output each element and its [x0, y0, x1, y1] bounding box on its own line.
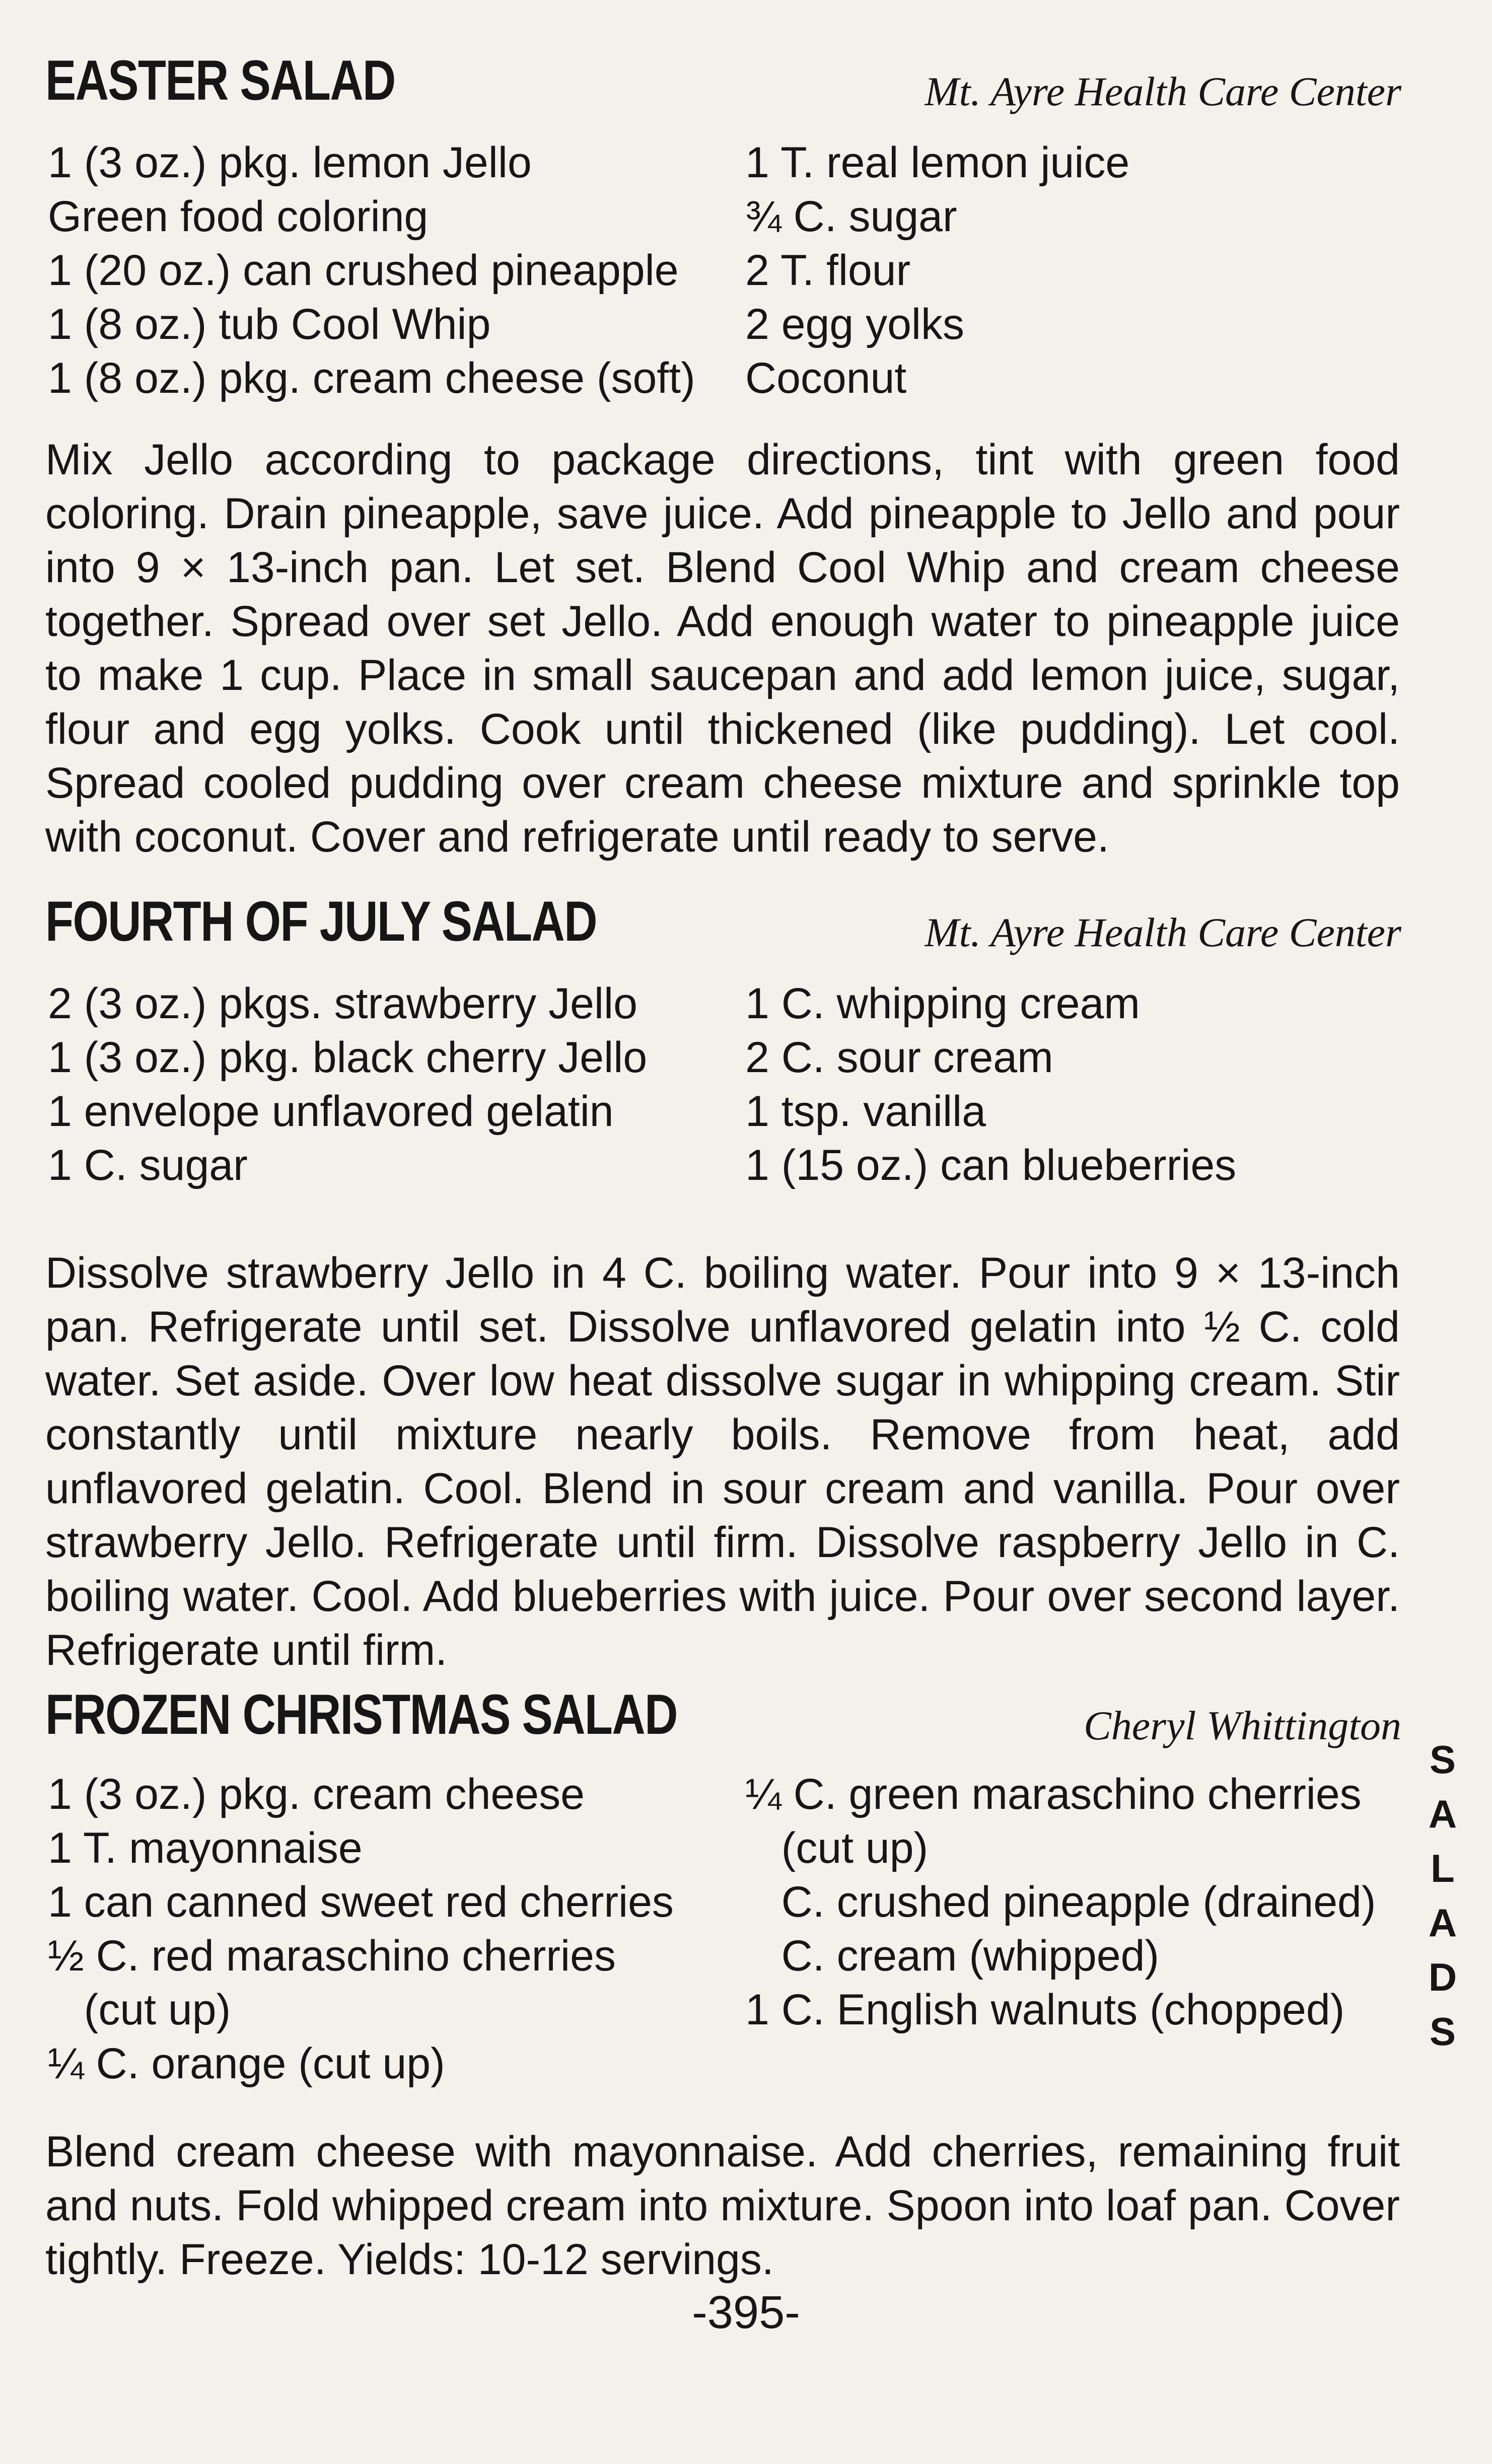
ingredient-item: 1 C. whipping cream	[745, 979, 1140, 1028]
ingredient-item: 2 egg yolks	[745, 300, 965, 348]
ingredient-item: 1 T. real lemon juice	[745, 138, 1130, 187]
ingredient-item: ¾ C. sugar	[745, 192, 957, 241]
ingredient-item: ¼ C. green maraschino cherries	[745, 1770, 1362, 1818]
ingredient-item: 1 (15 oz.) can blueberries	[745, 1141, 1237, 1189]
ingredients-right-column	[745, 136, 1129, 405]
recipe-title: FOURTH OF JULY SALAD	[45, 890, 597, 953]
ingredient-item: 1 T. mayonnaise	[48, 1824, 363, 1872]
section-tab-letter: D	[1428, 1955, 1457, 1999]
ingredients-right-column	[745, 977, 1236, 1192]
ingredient-item: 1 C. sugar	[48, 1141, 248, 1189]
ingredient-item: 1 C. English walnuts (chopped)	[745, 1986, 1345, 2034]
recipe-directions: Dissolve strawberry Jello in 4 C. boiling water. Pour into 9 × 13-inch pan. Refrigerate until set. Dissolve unflavored gelatin into ½ C. cold water. Set aside. Over low heat dissolve sugar in whipping cream. Stir constantly until mixture nearly boils. Remove from heat, add unflavored gelatin. Cool. Blend in sour cream and vanilla. Pour over strawberry Jello. Refrigerate until firm. Dissolve raspberry Jello in C. boiling water. Cool. Add blueberries with juice. Pour over second layer. Refrigerate until firm.	[45, 1249, 1400, 1674]
recipe-source: Mt. Ayre Health Care Center	[925, 68, 1401, 114]
recipe-directions: Mix Jello according to package directions, tint with green food coloring. Drain pineapple, save juice. Add pineapple to Jello and pour into 9 × 13-inch pan. Let set. Blend Cool Whip and cream cheese together. Spread over set Jello. Add enough water to pineapple juice to make 1 cup. Place in small saucepan and add lemon juice, sugar, flour and egg yolks. Cook until thickened (like pudding). Let cool. Spread cooled pudding over cream cheese mixture and sprinkle top with coconut. Cover and refrigerate until ready to serve.	[45, 436, 1400, 861]
section-tab-letter: S	[1429, 1737, 1456, 1782]
ingredient-item: 2 C. sour cream	[745, 1033, 1053, 1082]
recipe-source: Mt. Ayre Health Care Center	[925, 909, 1401, 955]
ingredient-item: C. cream (whipped)	[745, 1932, 1160, 1980]
ingredients-left-column	[48, 1768, 674, 2091]
ingredients-left-column	[48, 136, 695, 405]
ingredient-item: Green food coloring	[48, 192, 429, 241]
ingredient-item: (cut up)	[745, 1824, 929, 1872]
ingredient-item: 1 envelope unflavored gelatin	[48, 1087, 614, 1136]
section-tab-letter: A	[1428, 1900, 1457, 1945]
ingredient-item: Coconut	[745, 354, 907, 402]
section-tab-letter: L	[1431, 1846, 1455, 1890]
ingredient-item: 1 (20 oz.) can crushed pineapple	[48, 246, 679, 295]
ingredient-item: 1 (8 oz.) pkg. cream cheese (soft)	[48, 354, 695, 402]
recipe-title: FROZEN CHRISTMAS SALAD	[45, 1683, 677, 1746]
ingredient-item: C. crushed pineapple (drained)	[745, 1878, 1376, 1926]
section-tab-salads	[1417, 1732, 1468, 2059]
recipe-directions: Blend cream cheese with mayonnaise. Add cherries, remaining fruit and nuts. Fold whipped cream into mixture. Spoon into loaf pan. Cover tightly. Freeze. Yields: 10-12 servings.	[45, 2128, 1400, 2284]
ingredient-item: 1 can canned sweet red cherries	[48, 1878, 674, 1926]
ingredient-item: ½ C. red maraschino cherries	[48, 1932, 616, 1980]
ingredient-item: ¼ C. orange (cut up)	[48, 2039, 445, 2088]
ingredient-item: 2 T. flour	[745, 246, 911, 295]
section-tab-letter: S	[1429, 2009, 1456, 2054]
ingredient-item: (cut up)	[48, 1986, 231, 2034]
section-tab-letter: A	[1428, 1792, 1457, 1836]
ingredients-right-column	[745, 1768, 1376, 2037]
ingredient-item: 1 (8 oz.) tub Cool Whip	[48, 300, 491, 348]
ingredient-item: 1 (3 oz.) pkg. black cherry Jello	[48, 1033, 648, 1082]
ingredient-item: 1 (3 oz.) pkg. cream cheese	[48, 1770, 585, 1818]
ingredients-left-column	[48, 977, 647, 1192]
page-number: -395-	[692, 2287, 800, 2338]
recipe-title: EASTER SALAD	[45, 49, 395, 112]
ingredient-item: 1 tsp. vanilla	[745, 1087, 986, 1136]
ingredient-item: 2 (3 oz.) pkgs. strawberry Jello	[48, 979, 637, 1028]
ingredient-item: 1 (3 oz.) pkg. lemon Jello	[48, 138, 532, 187]
recipe-source: Cheryl Whittington	[1084, 1703, 1401, 1748]
